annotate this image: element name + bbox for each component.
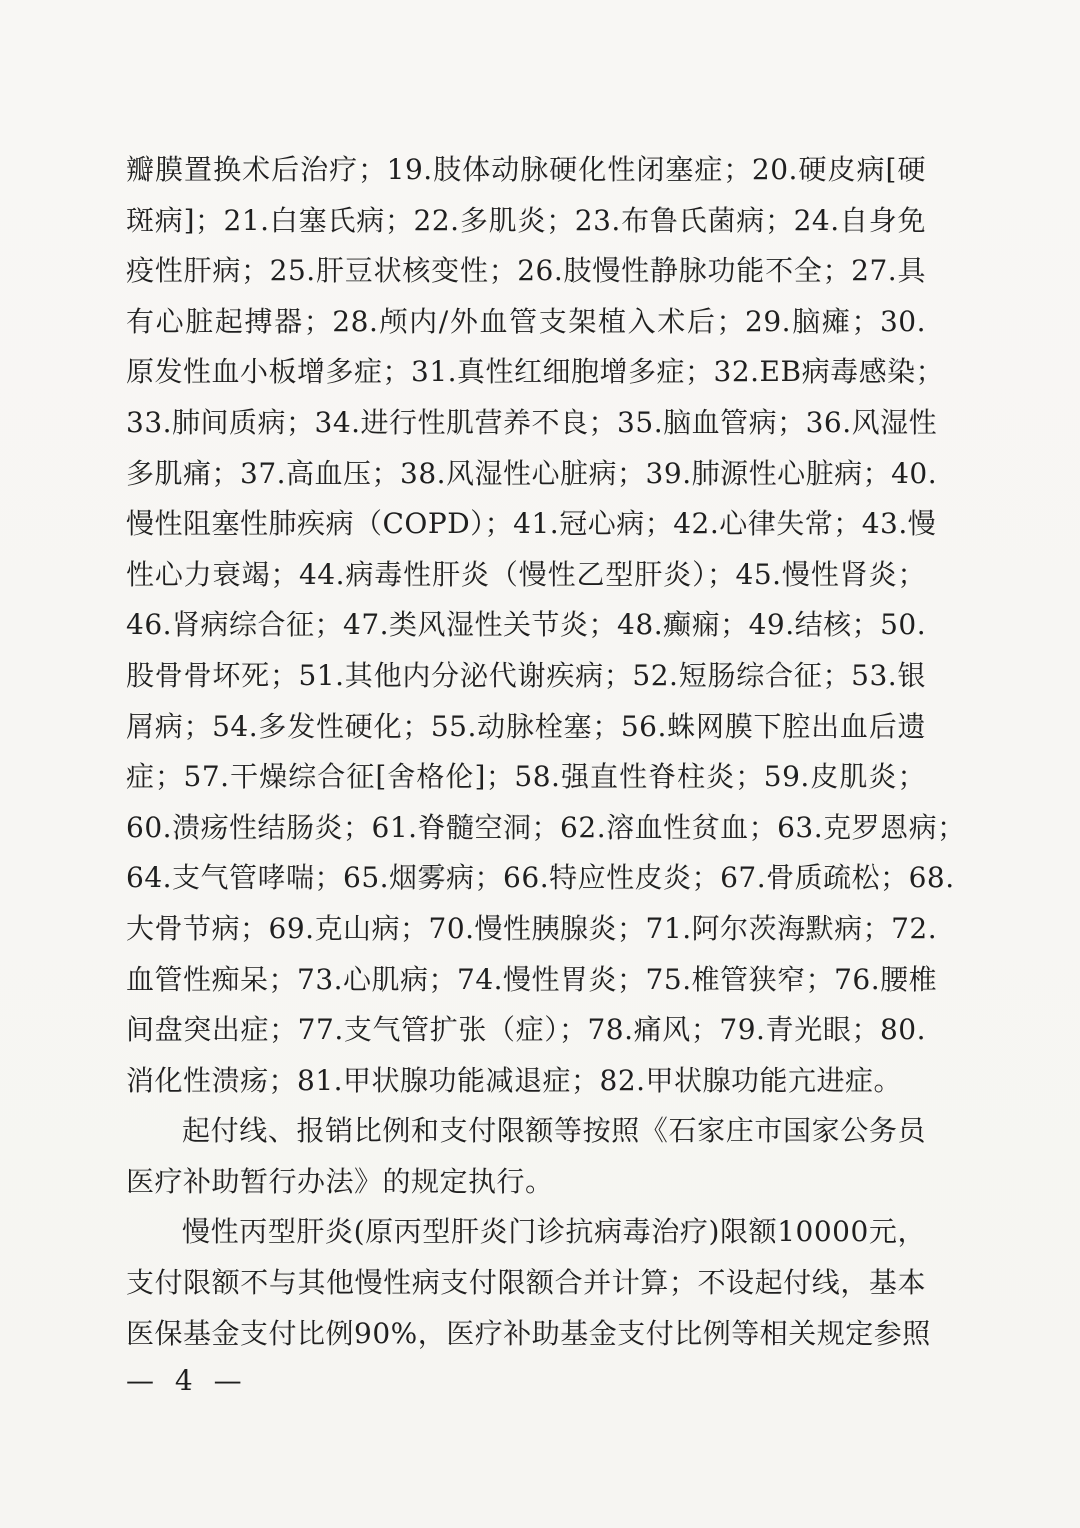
text-line: 33.肺间质病；34.进行性肌营养不良；35.脑血管病；36.风湿性	[126, 405, 938, 439]
text-line: 血管性痴呆；73.心肌病；74.慢性胃炎；75.椎管狭窄；76.腰椎	[126, 962, 938, 996]
page-number: — 4 —	[126, 1364, 248, 1397]
text-line: 多肌痛；37.高血压；38.风湿性心脏病；39.肺源性心脏病；40.	[126, 456, 938, 490]
text-line: 消化性溃疡；81.甲状腺功能减退症；82.甲状腺功能亢进症。	[126, 1063, 903, 1097]
text-line: 有心脏起搏器；28.颅内/外血管支架植入术后；29.脑瘫；30.	[126, 304, 926, 338]
disease-list-paragraph	[126, 145, 966, 1106]
text-line: 60.溃疡性结肠炎；61.脊髓空洞；62.溶血性贫血；63.克罗恩病；	[126, 810, 966, 844]
payment-rules-paragraph	[126, 1106, 926, 1207]
text-line: 大骨节病；69.克山病；70.慢性胰腺炎；71.阿尔茨海默病；72.	[126, 911, 938, 945]
text-line: 64.支气管哮喘；65.烟雾病；66.特应性皮炎；67.骨质疏松；68.	[126, 861, 955, 895]
text-line: 疫性肝病；25.肝豆状核变性；26.肢慢性静脉功能不全；27.具	[126, 254, 926, 288]
text-line: 斑病]；21.白塞氏病；22.多肌炎；23.布鲁氏菌病；24.自身免	[126, 203, 926, 237]
text-line: 起付线、报销比例和支付限额等按照《石家庄市国家公务员	[182, 1114, 926, 1148]
text-line: 间盘突出症；77.支气管扩张（症）；78.痛风；79.青光眼；80.	[126, 1013, 926, 1047]
text-line: 性心力衰竭；44.病毒性肝炎（慢性乙型肝炎）；45.慢性肾炎；	[126, 557, 926, 591]
text-line: 慢性阻塞性肺疾病（COPD）；41.冠心病；42.心律失常；43.慢	[126, 507, 937, 541]
document-body	[126, 145, 966, 1359]
text-line: 原发性血小板增多症；31.真性红细胞增多症；32.EB病毒感染；	[126, 355, 945, 389]
text-line: 瓣膜置换术后治疗；19.肢体动脉硬化性闭塞症；20.硬皮病[硬	[126, 153, 926, 186]
text-line: 46.肾病综合征；47.类风湿性关节炎；48.癫痫；49.结核；50.	[126, 608, 927, 642]
text-line: 医疗补助暂行办法》的规定执行。	[126, 1164, 554, 1198]
text-line: 支付限额不与其他慢性病支付限额合并计算；不设起付线，基本	[126, 1266, 926, 1300]
text-line: 屑病；54.多发性硬化；55.动脉栓塞；56.蛛网膜下腔出血后遗	[126, 709, 926, 743]
text-line: 症；57.干燥综合征[舍格伦]；58.强直性脊柱炎；59.皮肌炎；	[126, 760, 926, 794]
text-line: 股骨骨坏死；51.其他内分泌代谢疾病；52.短肠综合征；53.银	[126, 658, 926, 692]
text-line: 慢性丙型肝炎(原丙型肝炎门诊抗病毒治疗)限额10000元，	[182, 1215, 926, 1249]
hepatitis-c-paragraph	[126, 1207, 931, 1359]
text-line: 医保基金支付比例90%，医疗补助基金支付比例等相关规定参照	[126, 1316, 931, 1350]
